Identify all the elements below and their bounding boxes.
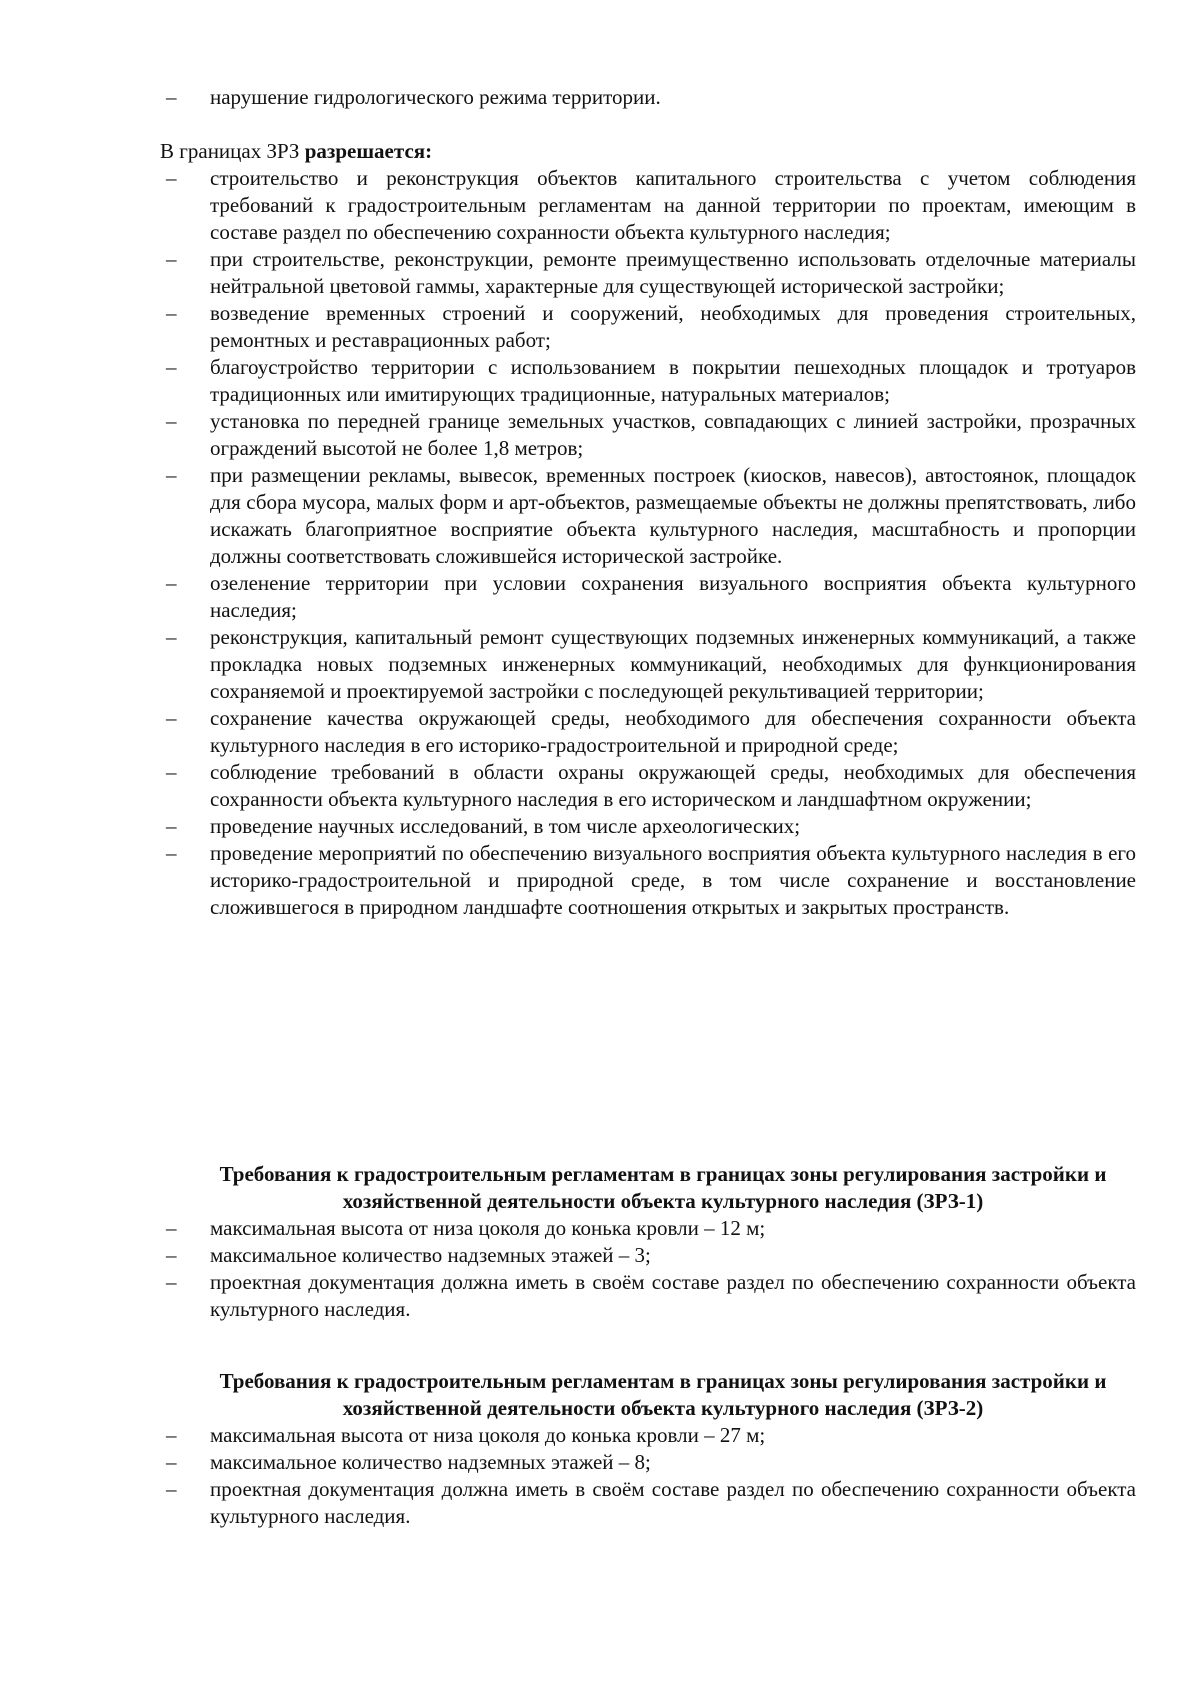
list-dash: – xyxy=(166,706,177,730)
list-dash: – xyxy=(166,1243,177,1267)
list-dash: – xyxy=(166,301,177,325)
allowed-intro xyxy=(160,138,1136,165)
list-dash: – xyxy=(166,814,177,838)
list-dash: – xyxy=(166,85,177,109)
list-item-text: проведение мероприятий по обеспечению визуального восприятия объекта культурного наследия в его историко-градостроительной и природной среде, в том числе сохранение и восстановление сложившегося в природном ландшафте соотношения открытых и закрытых пространств. xyxy=(210,841,1136,919)
zrz1-list xyxy=(160,1215,1136,1323)
list-dash: – xyxy=(166,625,177,649)
list-item xyxy=(160,246,1136,300)
list-item xyxy=(160,1242,1136,1269)
zrz2-section xyxy=(160,1368,1136,1530)
list-dash: – xyxy=(166,1216,177,1240)
list-dash: – xyxy=(166,841,177,865)
list-dash: – xyxy=(166,409,177,433)
list-item-text: при размещении рекламы, вывесок, временных построек (киосков, навесов), автостоянок, площадок для сбора мусора, малых форм и арт-объектов, размещаемые объекты не должны препятствовать, либо искажать благоприятное восприятие объекта культурного наследия, масштабность и пропорции должны соответствовать сложившейся исторической застройке. xyxy=(210,463,1136,568)
list-item-text: озеленение территории при условии сохранения визуального восприятия объекта культурного наследия; xyxy=(210,571,1136,622)
list-dash: – xyxy=(166,571,177,595)
list-item-text: проектная документация должна иметь в своём составе раздел по обеспечению сохранности объекта культурного наследия. xyxy=(210,1270,1136,1321)
zrz2-list xyxy=(160,1422,1136,1530)
list-dash: – xyxy=(166,1450,177,1474)
list-dash: – xyxy=(166,1477,177,1501)
list-item xyxy=(160,1215,1136,1242)
list-item xyxy=(160,759,1136,813)
list-item xyxy=(160,813,1136,840)
list-dash: – xyxy=(166,247,177,271)
zrz2-heading: Требования к градостроительным регламентам в границах зоны регулирования застройки и хозяйственной деятельности объекта культурного наследия (ЗРЗ-2) xyxy=(219,1369,1107,1420)
list-item xyxy=(160,1449,1136,1476)
list-item-text: максимальная высота от низа цоколя до конька кровли – 27 м; xyxy=(210,1423,766,1447)
allowed-intro-bold: разрешается: xyxy=(304,139,433,163)
list-item-text: реконструкция, капитальный ремонт существующих подземных инженерных коммуникаций, а также прокладка новых подземных инженерных коммуникаций, необходимых для функционирования сохраняемой и проектируемой застройки с последующей рекультивацией территории; xyxy=(210,625,1136,703)
list-dash: – xyxy=(166,1423,177,1447)
allowed-list xyxy=(160,165,1136,921)
list-item xyxy=(160,408,1136,462)
list-item xyxy=(160,165,1136,246)
top-list-block xyxy=(160,84,1136,111)
list-item xyxy=(160,462,1136,570)
list-item-text: возведение временных строений и сооружений, необходимых для проведения строительных, ремонтных и реставрационных работ; xyxy=(210,301,1136,352)
list-item-text: при строительстве, реконструкции, ремонте преимущественно использовать отделочные материалы нейтральной цветовой гаммы, характерные для существующей исторической застройки; xyxy=(210,247,1136,298)
list-item-text: сохранение качества окружающей среды, необходимого для обеспечения сохранности объекта культурного наследия в его историко-градостроительной и природной среде; xyxy=(210,706,1136,757)
list-dash: – xyxy=(166,166,177,190)
list-dash: – xyxy=(166,355,177,379)
list-dash: – xyxy=(166,1270,177,1294)
list-item xyxy=(160,1269,1136,1323)
list-item-text: строительство и реконструкция объектов капитального строительства с учетом соблюдения требований к градостроительным регламентам на данной территории по проектам, имеющим в составе раздел по обеспечению сохранности объекта культурного наследия; xyxy=(210,166,1136,244)
allowed-intro-prefix: В границах ЗРЗ xyxy=(160,139,300,163)
list-item xyxy=(160,570,1136,624)
list-item-text: установка по передней границе земельных участков, совпадающих с линией застройки, прозрачных ограждений высотой не более 1,8 метров; xyxy=(210,409,1136,460)
list-item xyxy=(160,300,1136,354)
list-dash: – xyxy=(166,463,177,487)
list-item xyxy=(160,705,1136,759)
list-item-text: соблюдение требований в области охраны окружающей среды, необходимых для обеспечения сохранности объекта культурного наследия в его историческом и ландшафтном окружении; xyxy=(210,760,1136,811)
list-dash: – xyxy=(166,760,177,784)
list-item-text: благоустройство территории с использованием в покрытии пешеходных площадок и тротуаров традиционных или имитирующих традиционные, натуральных материалов; xyxy=(210,355,1136,406)
zrz1-section xyxy=(160,1161,1136,1323)
list-item xyxy=(160,354,1136,408)
list-item-text: максимальная высота от низа цоколя до конька кровли – 12 м; xyxy=(210,1216,766,1240)
list-item xyxy=(160,840,1136,921)
list-item-text: максимальное количество надземных этажей – 3; xyxy=(210,1243,651,1267)
list-item-text: проведение научных исследований, в том числе археологических; xyxy=(210,814,801,838)
list-item-text: максимальное количество надземных этажей – 8; xyxy=(210,1450,651,1474)
top-list xyxy=(160,84,1136,111)
zrz1-heading: Требования к градостроительным регламентам в границах зоны регулирования застройки и хозяйственной деятельности объекта культурного наследия (ЗРЗ-1) xyxy=(219,1162,1107,1213)
list-item xyxy=(160,84,1136,111)
list-item xyxy=(160,624,1136,705)
list-item xyxy=(160,1476,1136,1530)
allowed-section xyxy=(160,138,1136,921)
list-item-text: нарушение гидрологического режима территории. xyxy=(210,85,661,109)
list-item xyxy=(160,1422,1136,1449)
list-item-text: проектная документация должна иметь в своём составе раздел по обеспечению сохранности объекта культурного наследия. xyxy=(210,1477,1136,1528)
